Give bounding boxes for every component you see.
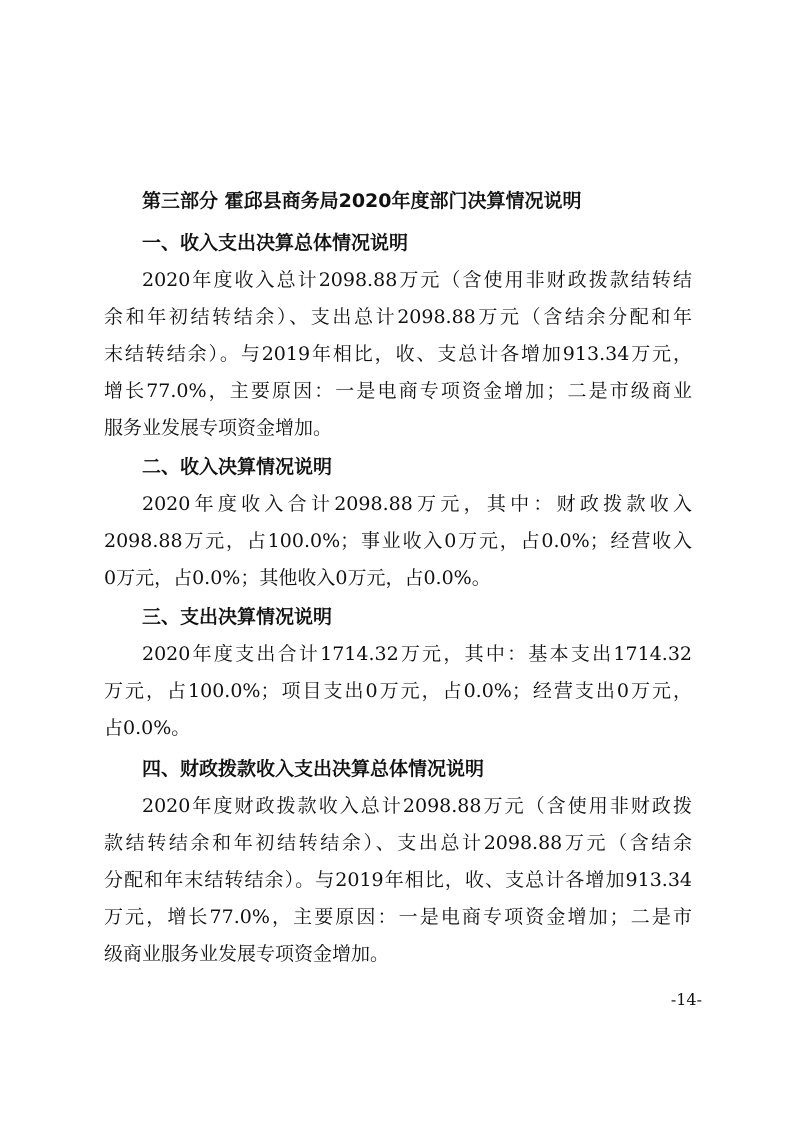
page-number: -14- xyxy=(670,990,702,1009)
paragraph-line: 末结转结余）。与2019年相比，收、支总计各增加913.34万元， xyxy=(104,343,692,365)
section-heading-2: 二、收入决算情况说明 xyxy=(142,456,333,478)
paragraph-line: 2020年度收入合计2098.88万元，其中：财政拨款收入 xyxy=(142,493,692,515)
section-paragraph-3 xyxy=(104,636,692,747)
paragraph-line: 增长77.0%，主要原因：一是电商专项资金增加；二是市级商业 xyxy=(104,380,692,402)
paragraph-line: 万元，增长77.0%，主要原因：一是电商专项资金增加；二是市 xyxy=(104,906,692,928)
paragraph-line: 2020年度财政拨款收入总计2098.88万元（含使用非财政拨 xyxy=(142,795,692,817)
paragraph-line: 服务业发展专项资金增加。 xyxy=(104,417,333,439)
paragraph-line: 款结转结余和年初结转结余）、支出总计2098.88万元（含结余 xyxy=(104,832,692,854)
section-paragraph-4 xyxy=(104,788,692,973)
section-heading-1: 一、收入支出决算总体情况说明 xyxy=(142,232,409,254)
section-paragraph-2 xyxy=(104,486,692,597)
paragraph-line: 2020年度支出合计1714.32万元，其中：基本支出1714.32 xyxy=(142,643,692,665)
section-heading-3: 三、支出决算情况说明 xyxy=(142,606,333,628)
paragraph-line: 万元，占100.0%；项目支出0万元，占0.0%；经营支出0万元， xyxy=(104,680,692,702)
page-title: 第三部分 霍邱县商务局2020年度部门决算情况说明 xyxy=(142,190,582,212)
section-paragraph-1 xyxy=(104,262,692,447)
paragraph-line: 0万元，占0.0%；其他收入0万元，占0.0%。 xyxy=(104,567,491,589)
paragraph-line: 占0.0%。 xyxy=(104,717,191,739)
section-heading-4: 四、财政拨款收入支出决算总体情况说明 xyxy=(142,758,485,780)
paragraph-line: 级商业服务业发展专项资金增加。 xyxy=(104,943,390,965)
paragraph-line: 余和年初结转结余）、支出总计2098.88万元（含结余分配和年 xyxy=(104,306,692,328)
paragraph-line: 分配和年末结转结余）。与2019年相比，收、支总计各增加913.34 xyxy=(104,869,692,891)
paragraph-line: 2098.88万元，占100.0%；事业收入0万元，占0.0%；经营收入 xyxy=(104,530,692,552)
paragraph-line: 2020年度收入总计2098.88万元（含使用非财政拨款结转结 xyxy=(142,269,692,291)
